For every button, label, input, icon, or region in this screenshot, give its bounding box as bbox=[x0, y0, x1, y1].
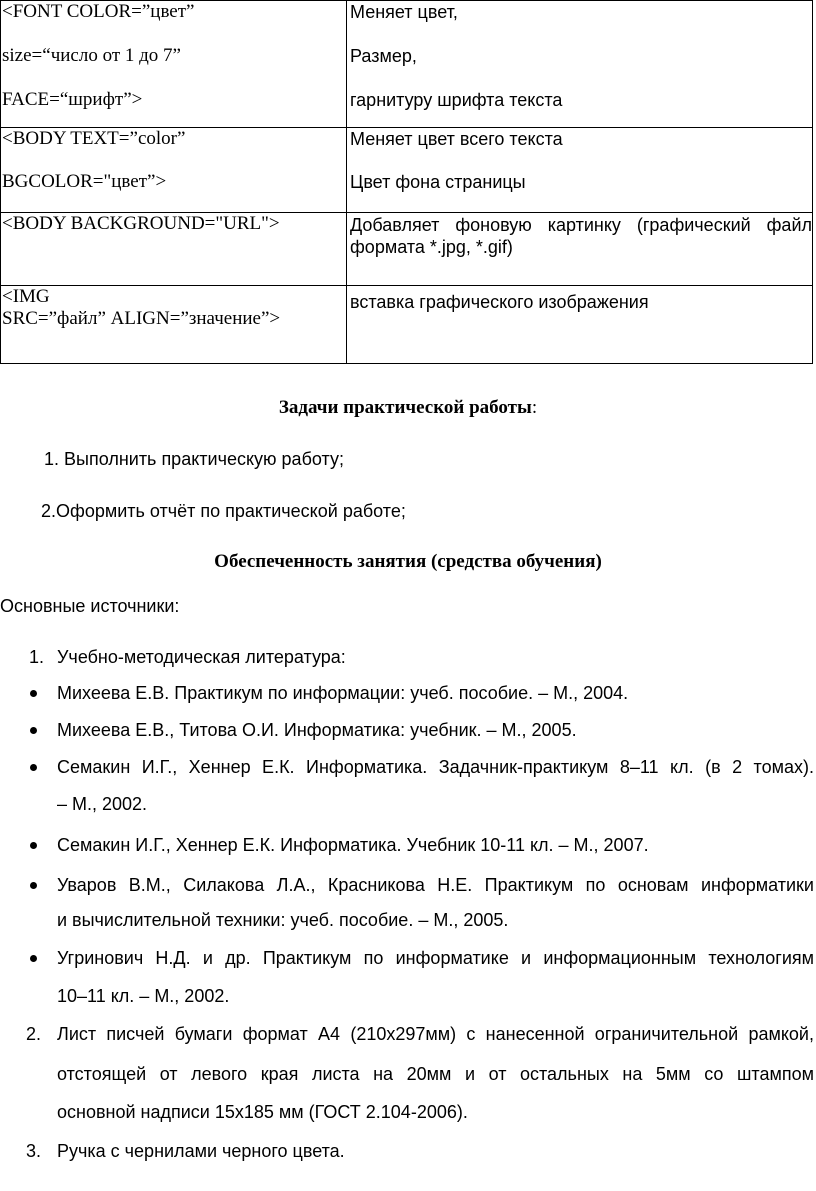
tag-line: <BODY BACKGROUND="URL"> bbox=[2, 213, 280, 234]
description-cell bbox=[347, 128, 813, 213]
task-item: 1. Выполнить практическую работу; bbox=[44, 449, 344, 469]
list-number: 3. bbox=[26, 1141, 42, 1161]
tag-line: <BODY TEXT=”color” bbox=[2, 128, 186, 149]
bullet-icon bbox=[30, 955, 37, 962]
tag-line: FACE=“шрифт”> bbox=[2, 89, 143, 110]
description-line: вставка графического изображения bbox=[350, 292, 649, 312]
tasks-heading bbox=[0, 397, 816, 419]
pen-requirement: Ручка с чернилами черного цвета. bbox=[57, 1141, 345, 1161]
bullet-icon bbox=[30, 882, 37, 889]
description-line: Добавляет фоновую картинку (графический файл bbox=[350, 215, 812, 235]
tag-line: <FONT COLOR=”цвет” bbox=[2, 1, 195, 22]
book-item: Уваров В.М., Силакова Л.А., Красникова Н.Е. Практикум по основам информатики bbox=[57, 875, 814, 895]
tag-cell bbox=[1, 1, 347, 128]
description-cell bbox=[347, 1, 813, 128]
paper-requirement-line: основной надписи 15x185 мм (ГОСТ 2.104-2006). bbox=[57, 1102, 468, 1122]
tasks-heading-colon: : bbox=[531, 397, 538, 418]
table-row bbox=[1, 286, 813, 364]
table-row bbox=[1, 128, 813, 213]
table-row bbox=[1, 1, 813, 128]
bullet-icon bbox=[30, 842, 37, 849]
tag-line: <IMG bbox=[2, 286, 50, 307]
book-item: Михеева Е.В., Титова О.И. Информатика: учебник. – М., 2005. bbox=[57, 720, 577, 740]
table-row bbox=[1, 213, 813, 286]
html-tags-table bbox=[0, 0, 813, 364]
tag-cell bbox=[1, 213, 347, 286]
task-item: 2.Оформить отчёт по практической работе; bbox=[41, 501, 406, 521]
book-item: Михеева Е.В. Практикум по информации: учеб. пособие. – М., 2004. bbox=[57, 683, 629, 703]
tag-line: SRC=”файл” ALIGN=”значение”> bbox=[2, 308, 281, 329]
book-item-continuation: 10–11 кл. – М., 2002. bbox=[57, 986, 230, 1006]
resources-heading: Обеспеченность занятия (средства обучения) bbox=[214, 551, 602, 572]
description-line: формата *.jpg, *.gif) bbox=[350, 237, 513, 257]
sources-label: Основные источники: bbox=[0, 596, 180, 616]
list-number: 2. bbox=[26, 1024, 42, 1044]
bullet-icon bbox=[30, 690, 37, 697]
description-line: гарнитуру шрифта текста bbox=[350, 90, 563, 110]
literature-label: Учебно-методическая литература: bbox=[57, 647, 346, 667]
paper-requirement-line: отстоящей от левого края листа на 20мм и от остальных на 5мм со штампом bbox=[57, 1064, 814, 1084]
tag-line: BGCOLOR="цвет”> bbox=[2, 171, 167, 192]
book-item-continuation: – М., 2002. bbox=[57, 794, 148, 814]
description-cell bbox=[347, 286, 813, 364]
description-cell bbox=[347, 213, 813, 286]
book-item: Угринович Н.Д. и др. Практикум по информатике и информационным технологиям bbox=[57, 948, 814, 968]
paper-requirement-line: Лист писчей бумаги формат А4 (210x297мм) с нанесенной ограничительной рамкой, bbox=[57, 1024, 814, 1044]
description-line: Цвет фона страницы bbox=[350, 172, 526, 192]
description-line: Меняет цвет, bbox=[350, 2, 458, 22]
bullet-icon bbox=[30, 727, 37, 734]
book-item-continuation: и вычислительной техники: учеб. пособие. – М., 2005. bbox=[57, 910, 509, 930]
book-item: Семакин И.Г., Хеннер Е.К. Информатика. Учебник 10-11 кл. – М., 2007. bbox=[57, 835, 649, 855]
tag-cell bbox=[1, 128, 347, 213]
bullet-icon bbox=[30, 764, 37, 771]
description-line: Размер, bbox=[350, 46, 417, 66]
tasks-heading-text: Задачи практической работы bbox=[278, 397, 532, 418]
tag-cell bbox=[1, 286, 347, 364]
description-line: Меняет цвет всего текста bbox=[350, 129, 563, 149]
list-number: 1. bbox=[29, 647, 45, 667]
book-item: Семакин И.Г., Хеннер Е.К. Информатика. Задачник-практикум 8–11 кл. (в 2 томах). bbox=[57, 757, 814, 777]
tag-line: size=“число от 1 до 7” bbox=[2, 45, 181, 66]
